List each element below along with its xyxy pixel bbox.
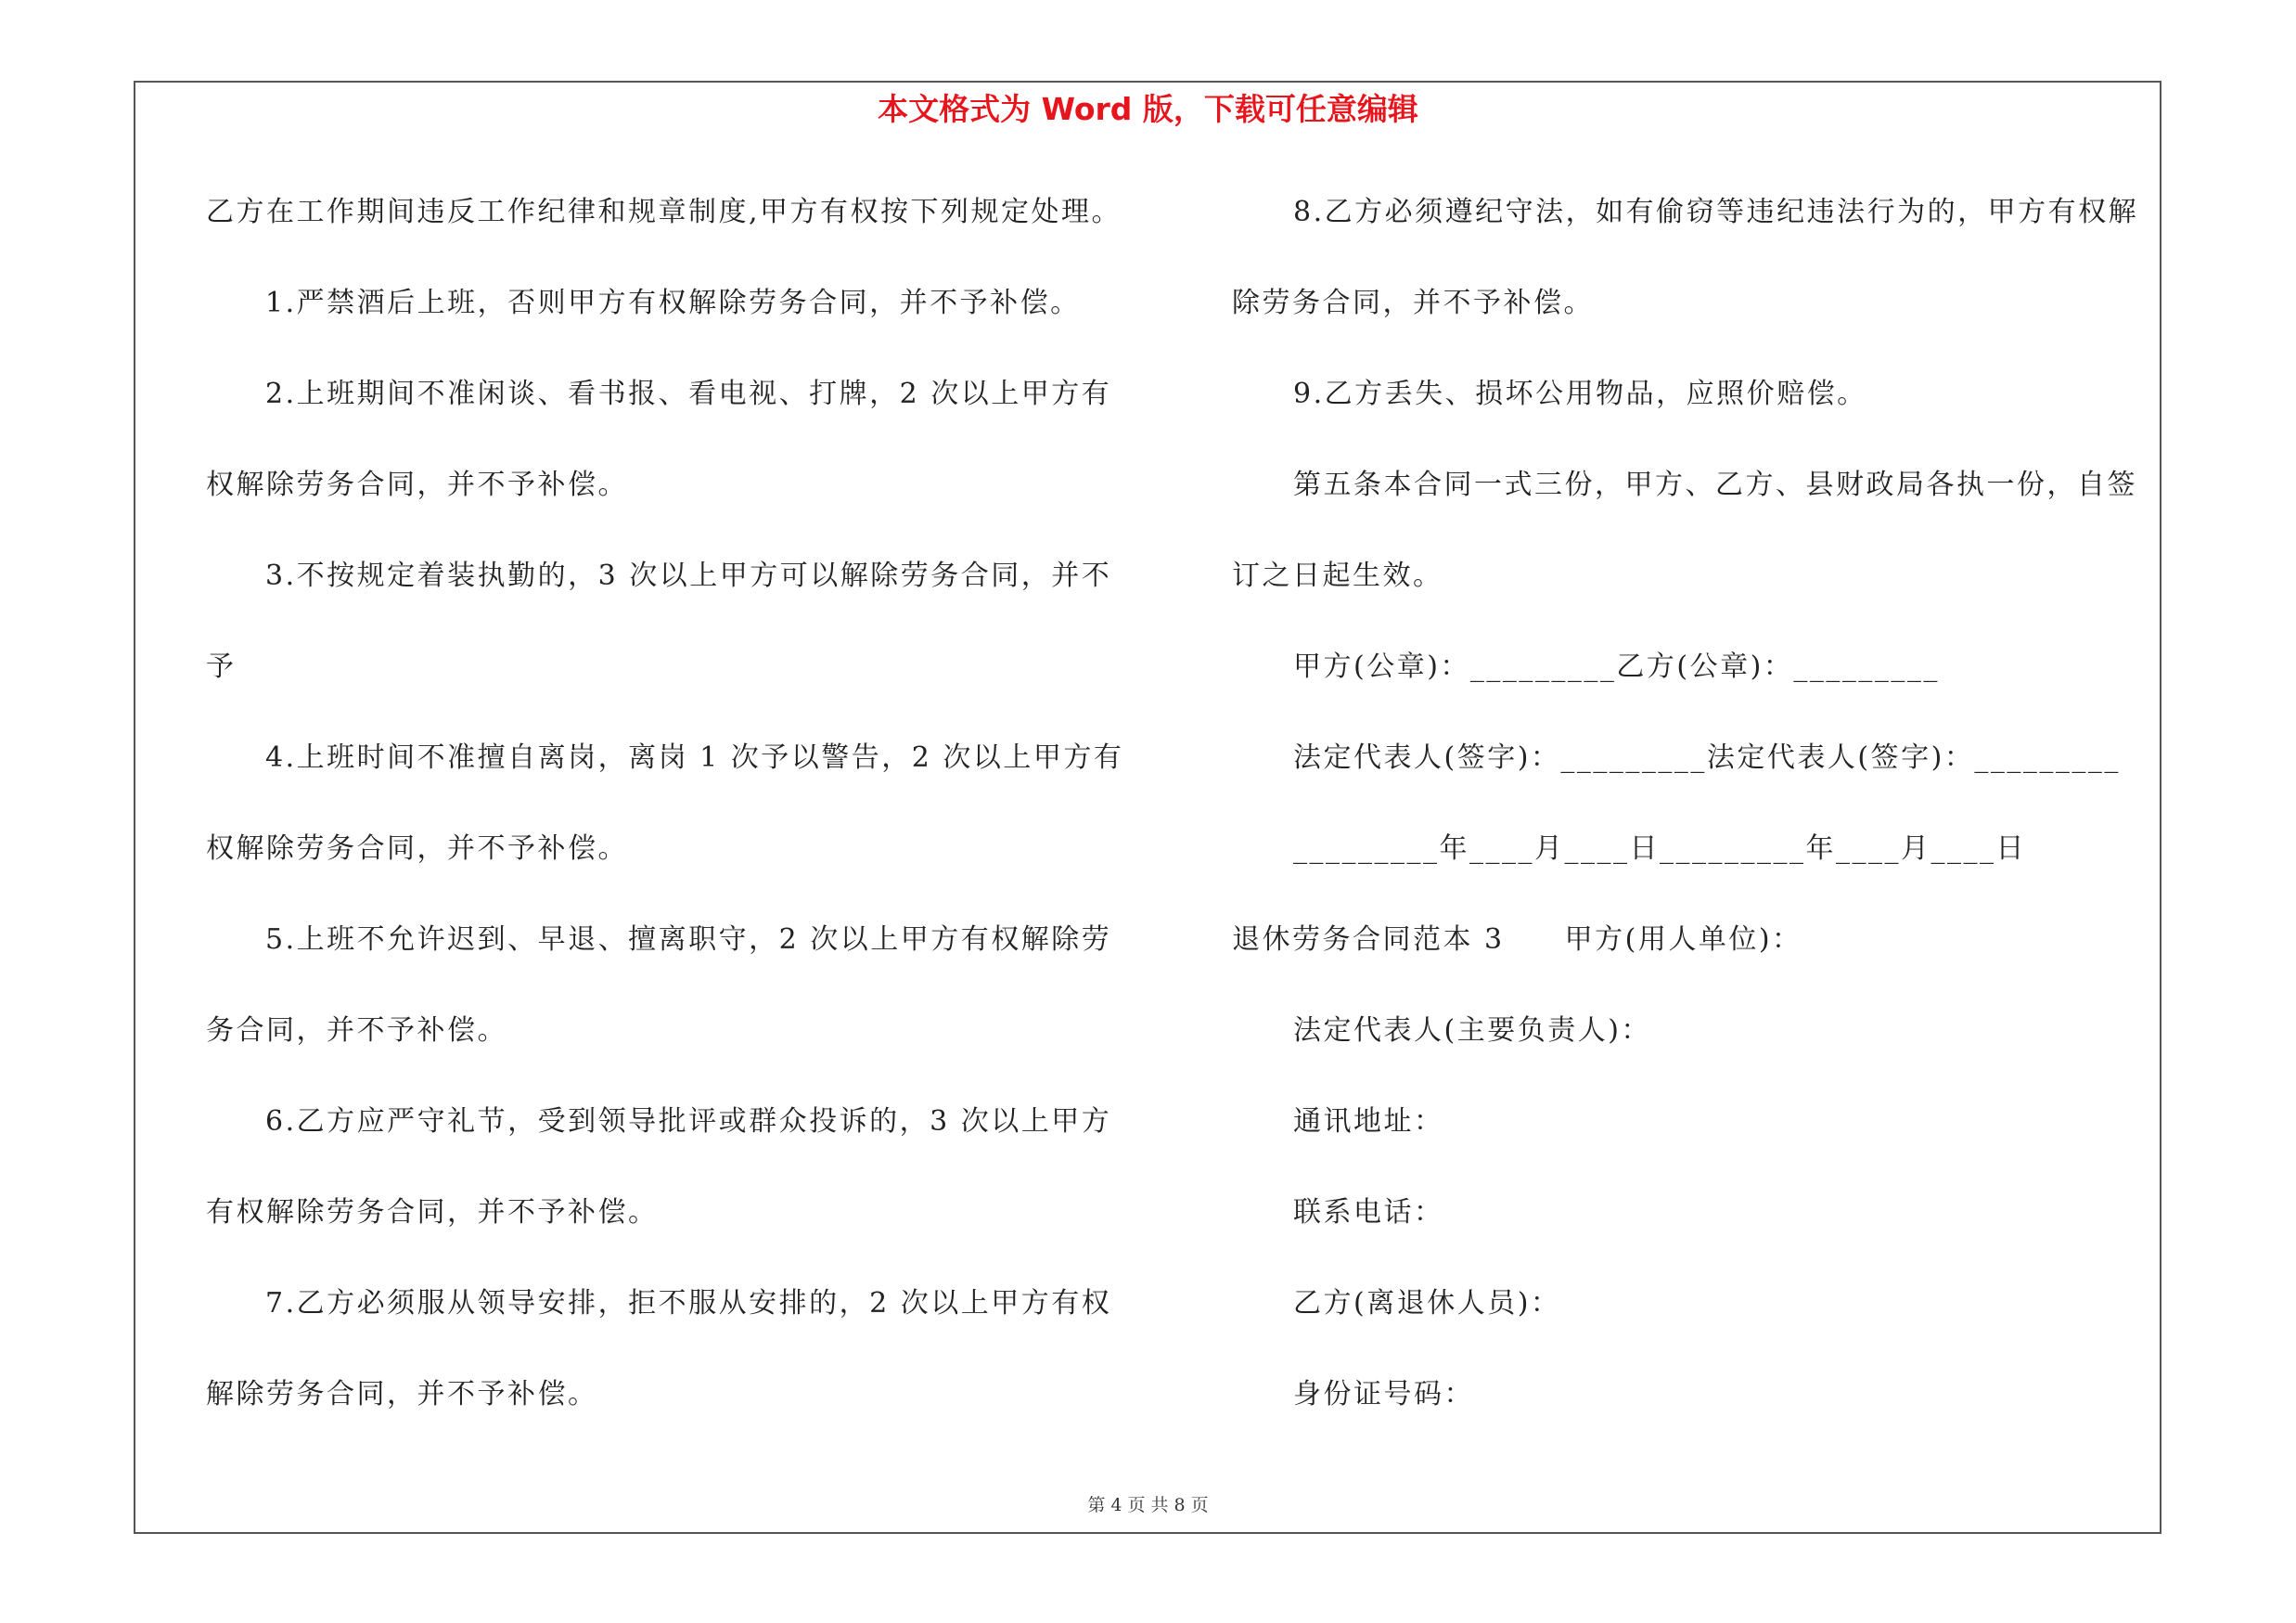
left-line-2: 1.严禁酒后上班，否则甲方有权解除劳务合同，并不予补偿。 (265, 287, 1081, 319)
right-line-14: 身份证号码： (1293, 1378, 1474, 1410)
left-column (206, 183, 1152, 1456)
left-line-9: 5.上班不允许迟到、早退、擅离职守，2 次以上甲方有权解除劳 (265, 923, 1112, 956)
left-line-13: 7.乙方必须服从领导安排，拒不服从安排的，2 次以上甲方有权 (265, 1287, 1112, 1320)
right-line-2: 除劳务合同，并不予补偿。 (1232, 287, 1594, 319)
format-banner: 本文格式为 Word 版，下载可任意编辑 (878, 91, 1418, 127)
right-line-12: 联系电话： (1293, 1196, 1444, 1229)
left-line-4: 权解除劳务合同，并不予补偿。 (206, 469, 628, 501)
right-column (1232, 183, 2161, 1456)
right-line-9: 退休劳务合同范本 3 甲方(用人单位)： (1232, 923, 1802, 956)
page-number: 第 4 页 共 8 页 (1087, 1495, 1209, 1515)
left-line-7: 4.上班时间不准擅自离岗，离岗 1 次予以警告，2 次以上甲方有 (265, 741, 1124, 774)
right-line-3: 9.乙方丢失、损坏公用物品，应照价赔偿。 (1293, 378, 1867, 410)
right-line-5: 订之日起生效。 (1232, 560, 1443, 592)
right-line-6: 甲方(公章)：_________乙方(公章)：_________ (1293, 650, 1940, 683)
right-line-13: 乙方(离退休人员)： (1293, 1287, 1561, 1320)
right-line-10: 法定代表人(主要负责人)： (1293, 1014, 1651, 1047)
left-line-3: 2.上班期间不准闲谈、看书报、看电视、打牌，2 次以上甲方有 (265, 378, 1112, 410)
left-line-12: 有权解除劳务合同，并不予补偿。 (206, 1196, 659, 1229)
left-line-10: 务合同，并不予补偿。 (206, 1014, 507, 1047)
right-line-1: 8.乙方必须遵纪守法，如有偷窃等违纪违法行为的，甲方有权解 (1293, 196, 2139, 228)
left-line-11: 6.乙方应严守礼节，受到领导批评或群众投诉的，3 次以上甲方 (265, 1105, 1112, 1138)
left-line-14: 解除劳务合同，并不予补偿。 (206, 1378, 598, 1410)
right-line-11: 通讯地址： (1293, 1105, 1444, 1138)
right-line-7: 法定代表人(签字)：_________法定代表人(签字)：_________ (1293, 741, 2121, 774)
right-line-4: 第五条本合同一式三份，甲方、乙方、县财政局各执一份，自签 (1293, 469, 2137, 501)
left-line-6: 予 (206, 650, 237, 683)
left-line-8: 权解除劳务合同，并不予补偿。 (206, 832, 628, 865)
right-line-8: _________年____月____日_________年____月____日 (1293, 832, 2026, 865)
left-line-1: 乙方在工作期间违反工作纪律和规章制度,甲方有权按下列规定处理。 (206, 196, 1122, 228)
left-line-5: 3.不按规定着装执勤的，3 次以上甲方可以解除劳务合同，并不 (265, 560, 1112, 592)
